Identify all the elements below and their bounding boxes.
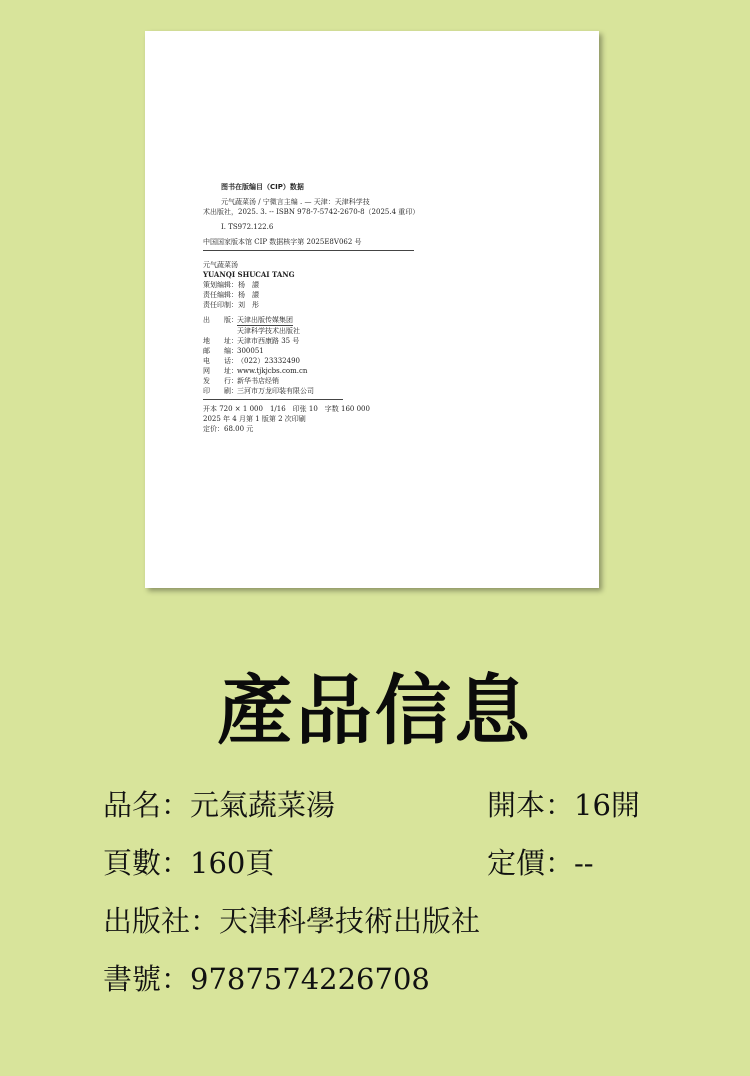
cip-heading: 图书在版编目（CIP）数据 <box>221 183 304 191</box>
product-name: 品名：元氣蔬菜湯 <box>103 788 336 822</box>
publisher-row: 邮 编：300051 <box>203 347 264 355</box>
cip-number: 中国国家版本馆 CIP 数据核字第 2025E8V062 号 <box>203 238 362 246</box>
edition-line: 2025 年 4 月第 1 版第 2 次印刷 <box>203 415 306 423</box>
publisher-row: 地 址：天津市西康路 35 号 <box>203 337 300 345</box>
book-title-cn: 元气蔬菜汤 <box>203 261 238 269</box>
product-publisher: 出版社：天津科學技術出版社 <box>103 904 481 938</box>
credit-line: 策划编辑：杨 譞 <box>203 281 259 289</box>
cip-entry-line1: 元气蔬菜汤 / 宁微言主编 . — 天津：天津科学技 <box>221 198 370 206</box>
copyright-page-image <box>145 31 599 588</box>
publisher-row: 天津科学技术出版社 <box>237 327 300 335</box>
product-isbn: 書號：9787574226708 <box>103 962 430 996</box>
cip-classification: Ⅰ. TS972.122.6 <box>221 223 274 231</box>
product-price: 定價：-- <box>487 846 594 880</box>
credit-line: 责任印制：刘 彤 <box>203 301 259 309</box>
spec-line: 开本 720 × 1 000 1/16 印张 10 字数 160 000 <box>203 405 370 413</box>
book-title-pinyin: YUANQI SHUCAI TANG <box>203 270 295 279</box>
publisher-row: 网 址：www.tjkjcbs.com.cn <box>203 367 308 375</box>
cip-block <box>203 182 463 434</box>
divider <box>203 399 343 400</box>
divider <box>203 250 414 251</box>
price-line: 定价：68.00 元 <box>203 425 254 433</box>
publisher-row: 发 行：新华书店经销 <box>203 377 279 385</box>
cip-entry-line2: 术出版社，2025. 3. -- ISBN 978-7-5742-2670-8（2025.4 重印） <box>203 208 420 216</box>
publisher-row: 电 话：（022）23332490 <box>203 357 300 365</box>
product-format: 開本：16開 <box>487 788 640 822</box>
publisher-row: 印 刷：三河市万龙印装有限公司 <box>203 387 314 395</box>
publisher-row: 出 版：天津出版传媒集团 <box>203 316 293 324</box>
credit-line: 责任编辑：杨 譞 <box>203 291 259 299</box>
product-info-title: 產品信息 <box>217 666 533 755</box>
product-pages: 頁數：160頁 <box>103 846 275 880</box>
